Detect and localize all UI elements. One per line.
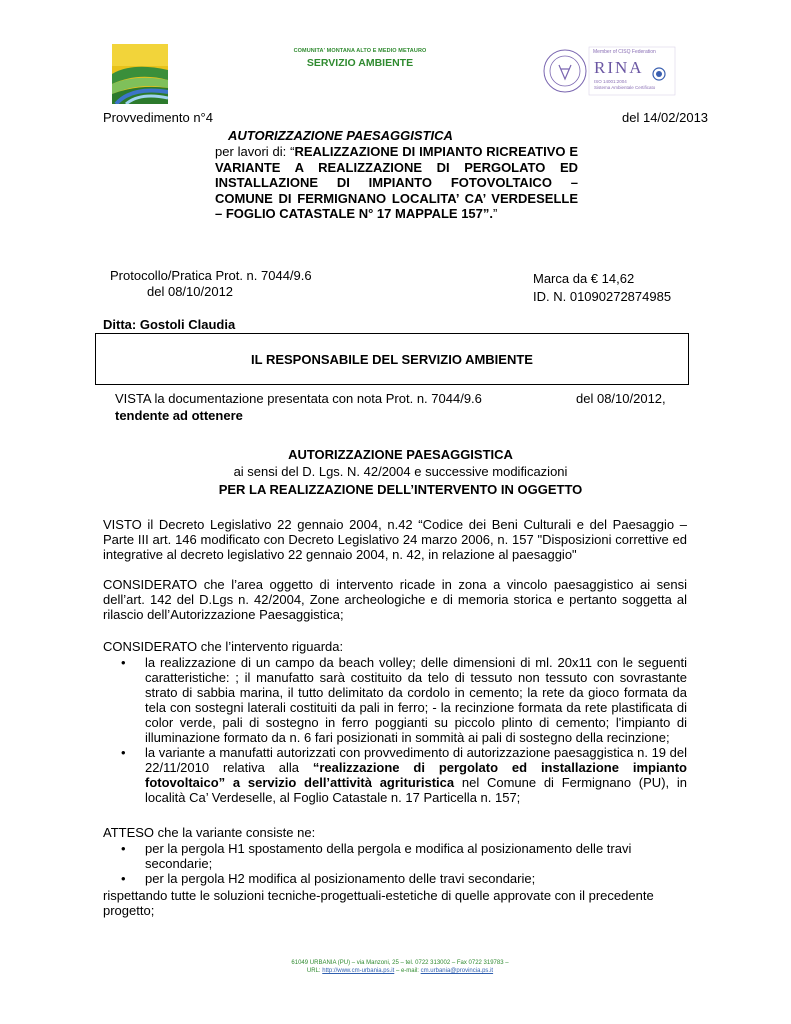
footer-contacts (200, 968, 600, 974)
protocollo: Protocollo/Pratica Prot. n. 7044/9.6 (110, 268, 312, 283)
lavori-suffix: ” (493, 206, 498, 221)
protocollo-date: del 08/10/2012 (147, 284, 234, 299)
list-item-text-a: la variante a manufatti autorizzati con provvedimento di autorizzazione paesaggistica n. 19 del 22/11/2010 relativa alla (145, 745, 687, 775)
marca-da-bollo: Marca da € 14,62 (533, 271, 635, 286)
rina-member-text: Member of CISQ Federation (593, 49, 656, 55)
id-number: ID. N. 01090272874985 (533, 289, 672, 304)
vista-paragraph: VISTA la documentazione presentata con nota Prot. n. 7044/9.6 (115, 391, 482, 406)
tendente-label: tendente ad ottenere (115, 408, 243, 423)
auth-per: PER LA REALIZZAZIONE DELL’INTERVENTO IN OGGETTO (218, 482, 583, 497)
provvedimento-number: Provvedimento n°4 (103, 110, 213, 125)
bullet-icon: • (121, 745, 126, 760)
footer-url-link[interactable]: http://www.cm-urbania.ps.it (322, 968, 395, 974)
list-item (103, 841, 687, 871)
auth-sensi: ai sensi del D. Lgs. N. 42/2004 e successive modificazioni (233, 464, 568, 479)
footer-address: 61049 URBANIA (PU) – via Manzoni, 25 – tel. 0722 313002 – Fax 0722 319783 – (291, 960, 509, 966)
auth-title: AUTORIZZAZIONE PAESAGGISTICA (288, 447, 513, 462)
lavori-subject: REALIZZAZIONE DI IMPIANTO RICREATIVO E VARIANTE A REALIZZAZIONE DI PERGOLATO ED INSTALLAZIONE DI IMPIANTO FOTOVOLTAICO – COMUNE DI FERMIGNANO LOCALITA’ CA’ VERDESELLE – FOGLIO CATASTALE N° 17 MAPPALE 157”. (215, 144, 579, 221)
rina-iso-text: ISO 14001:2004 (594, 79, 627, 84)
rispettando-paragraph: rispettando tutte le soluzioni tecniche-progettuali-estetiche di quelle approvate con il precedente progetto; (103, 888, 654, 918)
list-item-text-bold: “realizzazione di pergolato ed installazione impianto fotovoltaico” a servizio dell’attività agrituristica (145, 760, 687, 790)
org-line: COMUNITA' MONTANA ALTO E MEDIO METAURO (293, 48, 427, 54)
list-item (103, 745, 687, 805)
list-item (103, 655, 687, 745)
rina-wordmark: RINA (594, 58, 644, 77)
service-title: SERVIZIO AMBIENTE (306, 57, 414, 69)
list-item-text: per la pergola H2 modifica al posizionamento delle travi secondarie; (145, 871, 536, 886)
bullet-icon: • (121, 841, 126, 856)
list-item (103, 871, 687, 886)
lavori-description (215, 144, 578, 222)
visto-paragraph: VISTO il Decreto Legislativo 22 gennaio 2004, n.42 “Codice dei Beni Culturali e del Paesaggio – Parte III art. 146 modificato con Decreto Legislativo 24 marzo 2006, n. 157 "Disposizioni correttive ed integrative al decreto legislativo 22 gennaio 2004, n. 42, in relazione al paesaggio" (103, 517, 687, 562)
footer-email-label: – e-mail: (394, 968, 421, 974)
list-item-text-c: nel Comune di Fermignano (PU), in località Ca’ Verdeselle, al Foglio Catastale n. 17 Particella n. 157; (145, 775, 687, 805)
provvedimento-date: del 14/02/2013 (622, 110, 709, 125)
intervento-list (103, 655, 687, 805)
lavori-prefix: per lavori di: “ (215, 144, 295, 159)
atteso-paragraph: ATTESO che la variante consiste ne: (103, 825, 316, 840)
list-item-text: la realizzazione di un campo da beach volley; delle dimensioni di ml. 20x11 con le seguenti caratteristiche: ; il manufatto sarà costituito da telo di tessuto non tessuto con sovrastante strato di sabbia marina, il tutto delimitato da cordolo in cemento; la rete da gioco formata da tela con sostegni laterali costituiti da pali in ferro; - la recinzione formata da rete plastificata di color verde, pali di sostegno in ferro poggianti su piccolo plinto di cemento; l'impianto di illuminazione formato da n. 6 fari posizionati in sommità ai pali di sostegno della recinzione; (145, 655, 687, 745)
variante-list (103, 841, 687, 886)
comunita-montana-logo (112, 44, 168, 104)
vista-date: del 08/10/2012, (576, 391, 666, 406)
document-title: AUTORIZZAZIONE PAESAGGISTICA (228, 128, 453, 143)
responsabile-heading: IL RESPONSABILE DEL SERVIZIO AMBIENTE (251, 352, 533, 367)
list-item-text: per la pergola H1 spostamento della pergola e modifica al posizionamento delle travi secondarie; (145, 841, 632, 871)
footer-url-label: URL: (306, 968, 323, 974)
considerato-paragraph-2: CONSIDERATO che l’intervento riguarda: (103, 639, 344, 654)
considerato-paragraph-1: CONSIDERATO che l’area oggetto di intervento ricade in zona a vincolo paesaggistico ai sensi dell’art. 142 del D.Lgs n. 42/2004, Zone archeologiche e di memoria storica e pertanto soggetta al rilascio dell’Autorizzazione Paesaggistica; (103, 577, 687, 622)
ditta: Ditta: Gostoli Claudia (103, 317, 236, 332)
rina-sistema-text: Sistema Ambientale Certificato (594, 85, 656, 90)
bullet-icon: • (121, 655, 126, 670)
footer-email-link[interactable]: cm.urbania@provincia.ps.it (420, 968, 494, 974)
bullet-icon: • (121, 871, 126, 886)
